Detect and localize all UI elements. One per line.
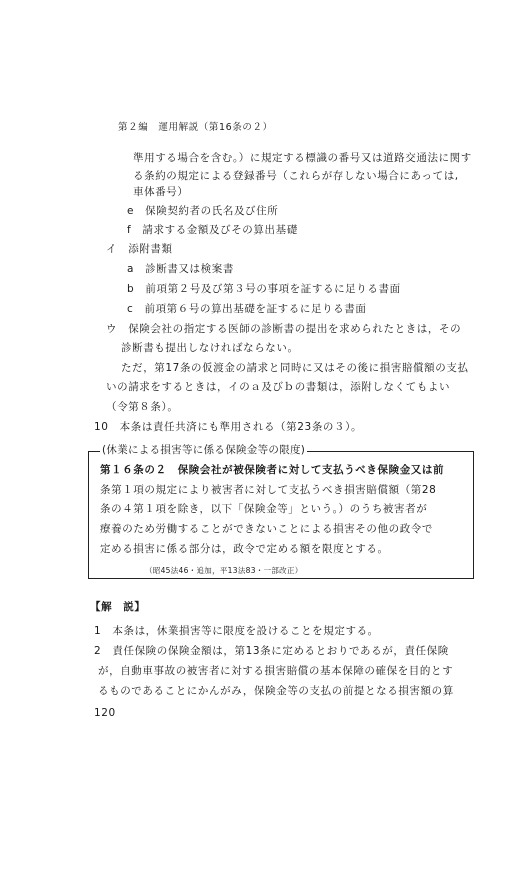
article-line: 療養のため労働することができないことによる損害その他の政令で (100, 523, 433, 535)
article-history: （昭45法46・追加，平13法83・一部改正） (145, 566, 303, 575)
article-line: 定める損害に係る部分は，政令で定める額を限度とする。 (100, 543, 389, 555)
commentary-item-2-cont: るものであることにかんがみ，保険金等の支払の前提となる損害額の算 (98, 685, 454, 697)
body-line: 車体番号） (133, 186, 189, 198)
proviso-line: ただ，第17条の仮渡金の請求と同時に又はその後に損害賠償額の支払 (121, 362, 469, 374)
commentary-item-2-cont: が，自動車事故の被害者に対する損害賠償の基本保障の確保を目的とす (98, 665, 454, 677)
list-item-i: イ 添附書類 (106, 243, 173, 255)
commentary-item-1: 1 本条は，休業損害等に限度を設けることを規定する。 (94, 625, 379, 637)
list-item-u: ウ 保険会社の指定する医師の診断書の提出を求められたときは，その (106, 323, 462, 335)
proviso-line: （令第８条）。 (106, 401, 179, 413)
commentary-item-2: 2 責任保険の保険金額は，第13条に定めるとおりであるが，責任保険 (94, 645, 449, 657)
body-line: 準用する場合を含む。）に規定する標識の番号又は道路交通法に関す (133, 152, 472, 164)
list-item-10: 10 本条は責任共済にも準用される（第23条の３）。 (94, 421, 363, 433)
running-header: 第２編 運用解説（第16条の２） (118, 122, 273, 133)
article-line: 第１６条の２ 保険会社が被保険者に対して支払うべき保険金又は前 (100, 464, 445, 476)
list-item-u-cont: 診断書も提出しなければならない。 (121, 342, 299, 354)
article-line: 条第１項の規定により被害者に対して支払うべき損害賠償額（第28 (100, 484, 437, 496)
list-item-f: f 請求する金額及びその算出基礎 (127, 224, 298, 236)
article-caption: (休業による損害等に係る保険金等の限度) (102, 444, 306, 456)
article-line: 条の４第１項を除き，以下「保険金等」という。）のうち被害者が (100, 503, 428, 515)
commentary-heading: 【解 説】 (90, 601, 146, 613)
list-item-ic: c 前項第６号の算出基礎を証するに足りる書面 (127, 303, 367, 315)
page-number: 120 (94, 707, 116, 719)
body-line: る条約の規定による登録番号（これらが存しない場合にあっては, (133, 170, 459, 182)
list-item-ib: b 前項第２号及び第３号の事項を証するに足りる書面 (127, 283, 401, 295)
proviso-line: いの請求をするときは，イのａ及びｂの書類は，添附しなくてもよい (106, 381, 451, 393)
list-item-ia: a 診断書又は検案書 (127, 263, 234, 275)
list-item-e: e 保険契約者の氏名及び住所 (127, 205, 279, 217)
